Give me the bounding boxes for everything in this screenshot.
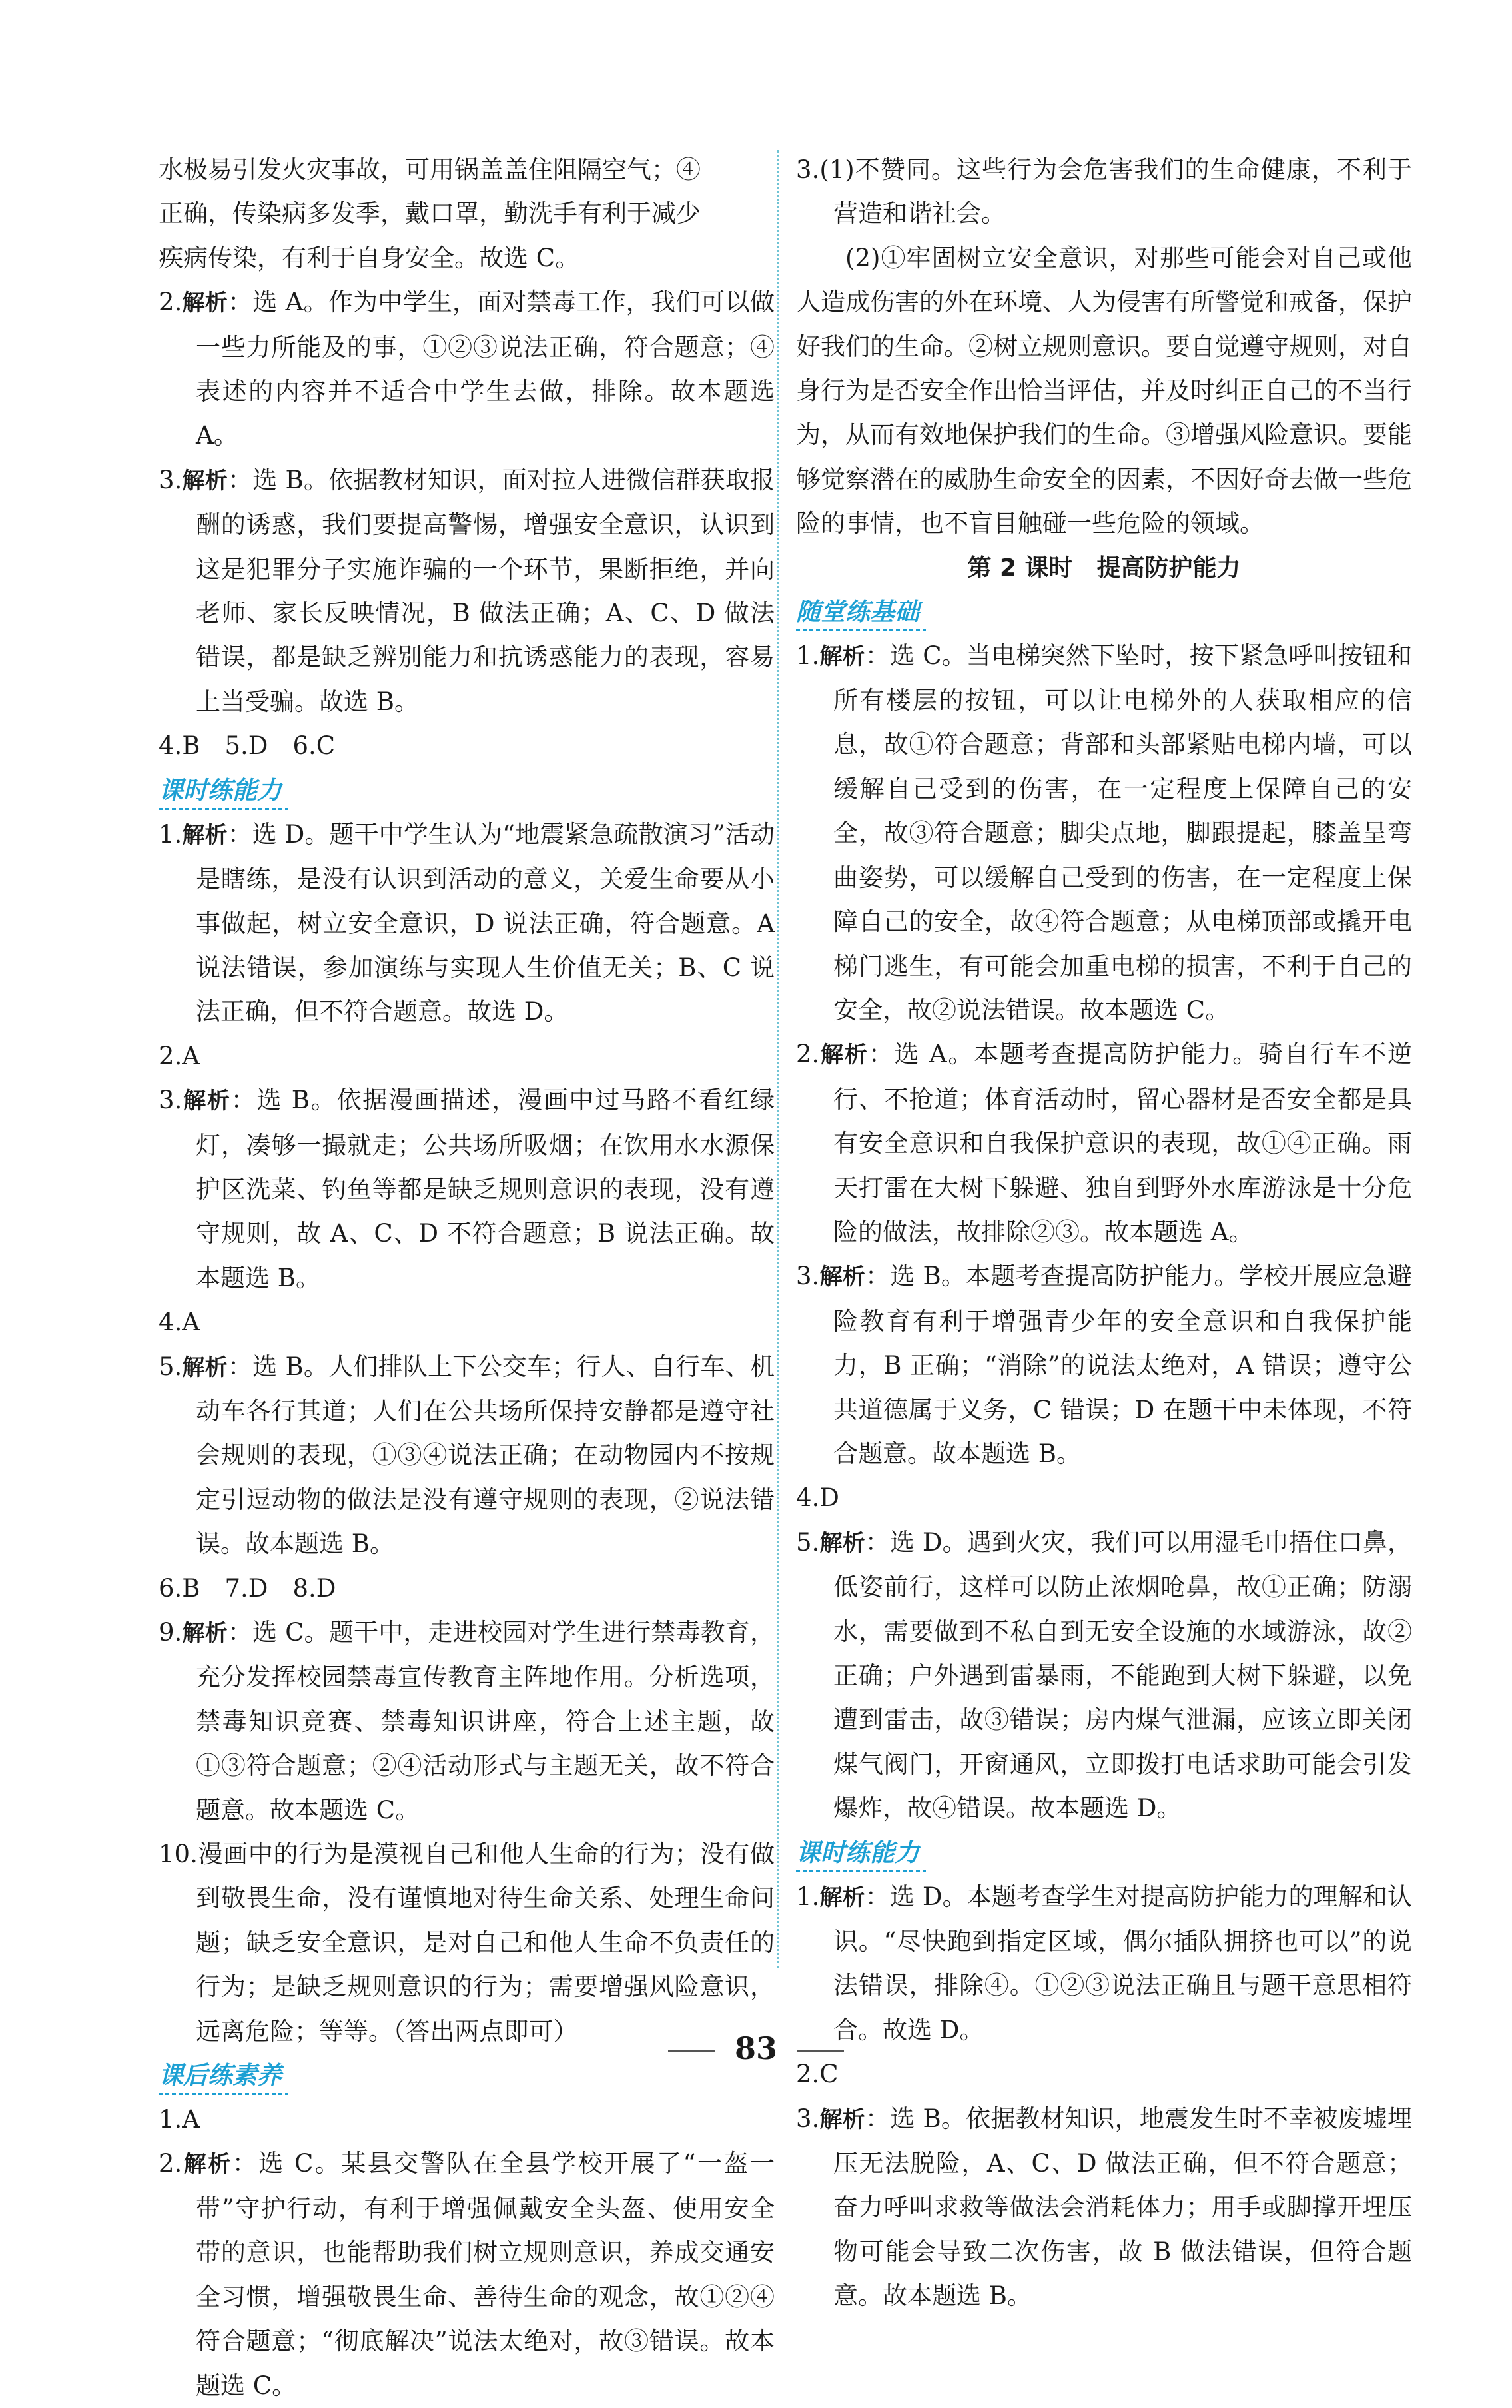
item-number: 1.	[796, 641, 820, 670]
section-heading	[796, 1831, 1412, 1875]
answer-item	[159, 1345, 775, 1567]
analysis-label: 解析	[819, 1264, 866, 1291]
item-number: 10.	[159, 1840, 198, 1869]
short-answers: 2.C	[796, 2060, 839, 2089]
section-heading-text: 随堂练基础	[796, 597, 919, 626]
item-text: ：选 D。题干中学生认为“地震紧急疏散演习”活动是瞎练，是没有认识到活动的意义，关爱生命要从小事做起，树立安全意识，D 说法正确，符合题意。A 说法错误，参加演练与实现人生价值无关；B、C 说法正确，但不符合题意。故选 D。	[196, 819, 775, 1026]
analysis-label: 解析	[819, 2106, 866, 2133]
item-text: ：选 C。题干中，走进校园对学生进行禁毒教育，充分发挥校园禁毒宣传教育主阵地作用。分析选项，禁毒知识竞赛、禁毒知识讲座，符合上述主题，故①③符合题意；②④活动形式与主题无关，故不符合题意。故本题选 C。	[196, 1618, 775, 1824]
section-heading	[796, 590, 1412, 634]
item-number: 5.	[796, 1527, 820, 1557]
item-number: 3.	[159, 1086, 183, 1115]
answer-item	[796, 1521, 1412, 1831]
short-answers: 6.B 7.D 8.D	[159, 1573, 336, 1603]
continued-line: 水极易引发火灾事故，可用锅盖盖住阻隔空气；④	[159, 155, 701, 184]
section-heading	[159, 769, 775, 813]
short-answers: 1.A	[159, 2105, 200, 2134]
item-number: 1.	[796, 1882, 820, 1911]
short-answers: 4.B 5.D 6.C	[159, 731, 336, 761]
item-number: 3.	[796, 155, 820, 184]
analysis-label: 解析	[182, 1354, 228, 1381]
analysis-label: 解析	[182, 1088, 231, 1115]
item-number: 2.	[796, 1040, 820, 1069]
page-number-dash-right	[797, 2050, 844, 2052]
short-answers: 2.A	[159, 1041, 200, 1070]
item-text: ：选 C。某县交警队在全县学校开展了“一盔一带”守护行动，有利于增强佩戴安全头盔、使用安全带的意识，也能帮助我们树立规则意识，养成交通安全习惯，增强敬畏生命、善待生命的观念，故①②④符合题意；“彻底解决”说法太绝对，故③错误。故本题选 C。	[196, 2149, 775, 2400]
item-text: ：选 B。本题考查提高防护能力。学校开展应急避险教育有利于增强青少年的安全意识和自我保护能力，B 正确；“消除”的说法太绝对，A 错误；遵守公共道德属于义务，C 错误；D 在题干中未体现，不符合题意。故本题选 B。	[833, 1262, 1413, 1468]
lesson-title: 第 2 课时 提高防护能力	[967, 554, 1241, 582]
analysis-label: 解析	[182, 290, 228, 317]
answer-item	[796, 2097, 1412, 2319]
item-number: 2.	[159, 2149, 183, 2178]
item-text: ：选 B。依据教材知识，地震发生时不幸被废墟埋压无法脱险，A、C、D 做法正确，但不符合题意；奋力呼叫求救等做法会消耗体力；用手或脚撑开埋压物可能会导致二次伤害，故 B 做法错误，但符合题意。故本题选 B。	[833, 2104, 1413, 2311]
answer-item	[796, 1032, 1412, 1254]
item-text: 漫画中的行为是漠视自己和他人生命的行为；没有做到敬畏生命，没有谨慎地对待生命关系、处理生命问题；缺乏安全意识，是对自己和他人生命不负责任的行为；是缺乏规则意识的行为；需要增强风险意识，远离危险；等等。（答出两点即可）	[196, 1840, 775, 2046]
column-divider	[777, 150, 779, 1968]
item-text: ：选 D。本题考查学生对提高防护能力的理解和认识。“尽快跑到指定区域，偶尔插队拥挤也可以”的说法错误，排除④。①②③说法正确且与题干意思相符合。故选 D。	[833, 1882, 1412, 2044]
short-answers: 4.A	[159, 1308, 200, 1337]
item-number: 3.	[796, 1262, 820, 1291]
analysis-label: 解析	[819, 643, 865, 670]
analysis-label: 解析	[182, 1620, 228, 1647]
item-text: ：选 C。当电梯突然下坠时，按下紧急呼叫按钮和所有楼层的按钮，可以让电梯外的人获取相应的信息，故①符合题意；背部和头部紧贴电梯内墙，可以缓解自己受到的伤害，在一定程度上保障自己的安全，故③符合题意；脚尖点地，脚跟提起，膝盖呈弯曲姿势，可以缓解自己受到的伤害，在一定程度上保障自己的安全，故④符合题意；从电梯顶部或撬开电梯门逃生，有可能会加重电梯的损害，不利于自己的安全，故②说法错误。故本题选 C。	[833, 641, 1413, 1024]
section-heading-text: 课时练能力	[796, 1838, 919, 1867]
answer-item	[796, 1254, 1412, 1476]
page-number-dash-left	[668, 2050, 715, 2052]
item-text: ：选 A。作为中学生，面对禁毒工作，我们可以做一些力所能及的事，①②③说法正确，符合题意；④表述的内容并不适合中学生去做，排除。故本题选 A。	[196, 288, 775, 450]
item-text: ：选 B。依据教材知识，面对拉人进微信群获取报酬的诱惑，我们要提高警惕，增强安全意识，认识到这是犯罪分子实施诈骗的一个环节，果断拒绝，并向老师、家长反映情况，B 做法正确；A、C、D 做法错误，都是缺乏辨别能力和抗诱惑能力的表现，容易上当受骗。故选 B。	[196, 465, 775, 716]
analysis-label: 解析	[182, 467, 228, 494]
item-number: 3.	[796, 2104, 820, 2133]
item-text: ：选 A。本题考查提高防护能力。骑自行车不逆行、不抢道；体育活动时，留心器材是否安全都是具有安全意识和自我保护意识的表现，故①④正确。雨天打雷在大树下躲避、独自到野外水库游泳是十分危险的做法，故排除②③。故本题选 A。	[833, 1040, 1413, 1246]
answer-item	[159, 1078, 775, 1300]
item-number: 9.	[159, 1618, 183, 1647]
answer-item	[159, 1832, 775, 2054]
answer-item	[159, 2142, 775, 2407]
item-number: 5.	[159, 1352, 183, 1381]
analysis-label: 解析	[819, 1884, 865, 1911]
answer-item	[159, 1611, 775, 1832]
analysis-label: 解析	[182, 2151, 232, 2178]
page-number-text: 83	[734, 2030, 777, 2066]
item-number: 3.	[159, 465, 183, 494]
analysis-label: 解析	[819, 1042, 869, 1069]
analysis-label: 解析	[819, 1529, 865, 1557]
short-answers: 4.D	[796, 1483, 839, 1513]
item-text: (1)不赞同。这些行为会危害我们的生命健康，不利于营造和谐社会。	[819, 155, 1412, 228]
item-text: ：选 B。人们排队上下公交车；行人、自行车、机动车各行其道；人们在公共场所保持安静都是遵守社会规则的表现，①③④说法正确；在动物园内不按规定引逗动物的做法是没有遵守规则的表现，②说法错误。故本题选 B。	[196, 1352, 775, 1559]
answer-item	[159, 280, 775, 458]
answer-item	[796, 148, 1412, 236]
continued-text	[159, 148, 775, 280]
answer-paragraph: (2)①牢固树立安全意识，对那些可能会对自己或他人造成伤害的外在环境、人为侵害有所警觉和戒备，保护好我们的生命。②树立规则意识。要自觉遵守规则，对自身行为是否安全作出恰当评估，并及时纠正自己的不当行为，从而有效地保护我们的生命。③增强风险意识。要能够觉察潜在的威胁生命安全的因素，不因好奇去做一些危险的事情，也不盲目触碰一些危险的领域。	[796, 243, 1412, 538]
item-text: ：选 B。依据漫画描述，漫画中过马路不看红绿灯，凑够一撮就走；公共场所吸烟；在饮用水水源保护区洗菜、钓鱼等都是缺乏规则意识的表现，没有遵守规则，故 A、C、D 不符合题意；B 说法正确。故本题选 B。	[196, 1086, 775, 1292]
section-heading-text: 课后练素养	[159, 2061, 282, 2090]
section-heading-text: 课时练能力	[159, 775, 282, 805]
left-column	[159, 148, 775, 2408]
continued-line: 疾病传染，有利于自身安全。故选 C。	[159, 243, 580, 272]
answer-item	[796, 634, 1412, 1033]
analysis-label: 解析	[182, 821, 228, 849]
answer-item	[159, 458, 775, 724]
right-column	[796, 148, 1412, 2319]
answer-item	[159, 813, 775, 1034]
item-number: 2.	[159, 288, 183, 317]
item-number: 1.	[159, 819, 183, 849]
item-text: ：选 D。遇到火灾，我们可以用湿毛巾捂住口鼻，低姿前行，这样可以防止浓烟呛鼻，故①正确；防溺水，需要做到不私自到无安全设施的水域游泳，故②正确；户外遇到雷暴雨，不能跑到大树下躲避，以免遭到雷击，故③错误；房内煤气泄漏，应该立即关闭煤气阀门，开窗通风，立即拨打电话求助可能会引发爆炸，故④错误。故本题选 D。	[833, 1527, 1412, 1823]
continued-line: 正确，传染病多发季，戴口罩，勤洗手有利于减少	[159, 199, 701, 228]
answer-item	[796, 1875, 1412, 2053]
